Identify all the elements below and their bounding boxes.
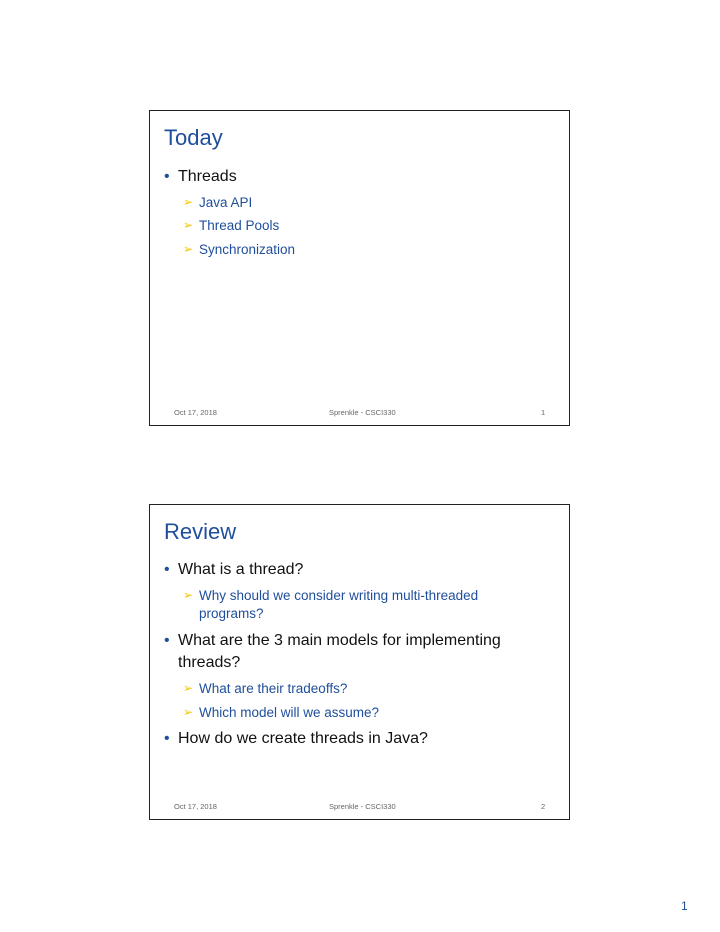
- bullet-dot-icon: •: [164, 730, 170, 747]
- sub-bullet-text: Why should we consider writing multi-threaded: [199, 588, 479, 603]
- bullet-text: How do we create threads in Java?: [178, 730, 428, 747]
- arrow-bullet-icon: ➢: [183, 705, 194, 719]
- footer-date: Oct 17, 2018: [174, 408, 217, 417]
- arrow-bullet-icon: ➢: [183, 218, 194, 232]
- arrow-bullet-icon: ➢: [183, 681, 194, 695]
- footer-date: Oct 17, 2018: [174, 802, 217, 811]
- arrow-bullet-icon: ➢: [183, 588, 194, 602]
- footer-author-course: Sprenkle - CSCI330: [329, 802, 396, 811]
- bullet-dot-icon: •: [164, 561, 170, 578]
- bullet-text: threads?: [178, 654, 241, 671]
- slide-1: [149, 110, 570, 426]
- arrow-bullet-icon: ➢: [183, 195, 194, 209]
- slide-title: Today: [164, 125, 223, 150]
- sub-bullet-text: Thread Pools: [199, 218, 280, 233]
- bullet-text: What are the 3 main models for implementing: [178, 632, 501, 649]
- slide-title: Review: [164, 519, 237, 544]
- bullet-dot-icon: •: [164, 168, 170, 185]
- sub-bullet-text: programs?: [199, 606, 264, 621]
- footer-slide-number: 1: [541, 408, 546, 417]
- sub-bullet-text: Synchronization: [199, 242, 296, 257]
- footer-author-course: Sprenkle - CSCI330: [329, 408, 396, 417]
- arrow-bullet-icon: ➢: [183, 242, 194, 256]
- sub-bullet-text: Java API: [199, 195, 253, 210]
- page-number: 1: [681, 899, 688, 913]
- footer-slide-number: 2: [541, 802, 546, 811]
- bullet-text: What is a thread?: [178, 561, 304, 578]
- bullet-text: Threads: [178, 168, 237, 185]
- sub-bullet-text: Which model will we assume?: [199, 705, 380, 720]
- sub-bullet-text: What are their tradeoffs?: [199, 681, 348, 696]
- bullet-dot-icon: •: [164, 632, 170, 649]
- slide-2: [149, 504, 570, 820]
